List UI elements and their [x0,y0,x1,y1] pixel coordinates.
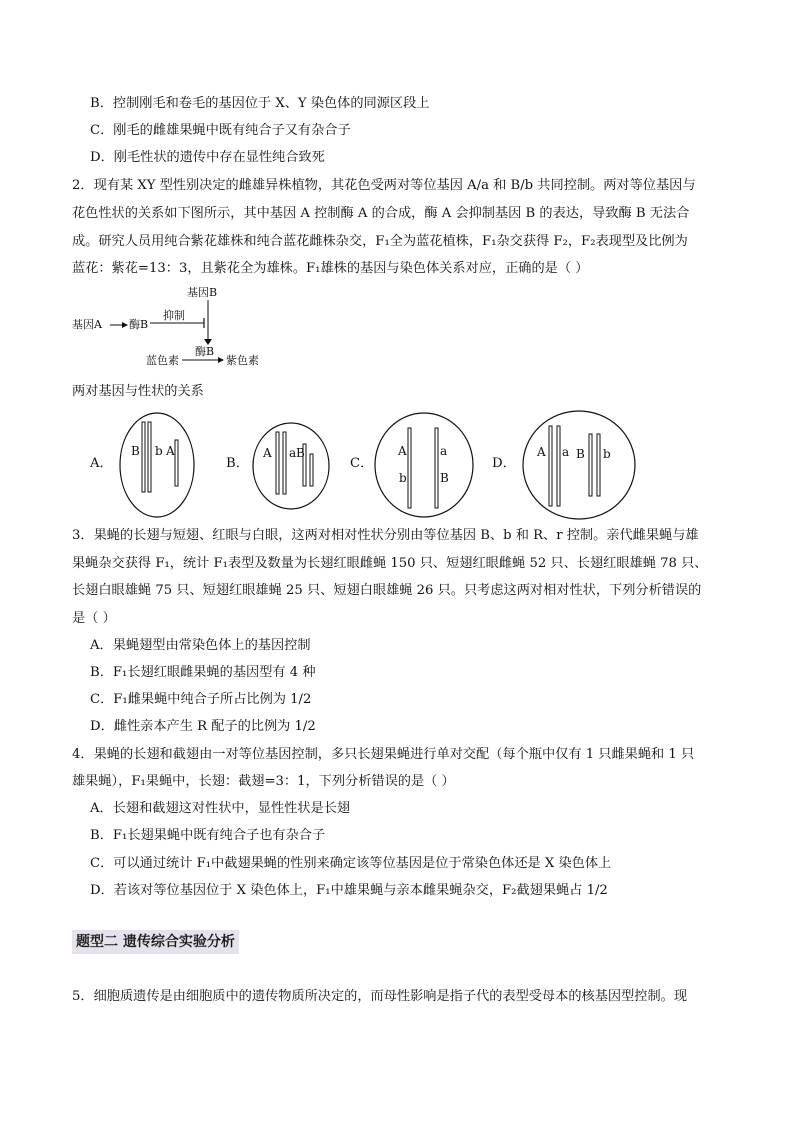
text-line: D．刚毛性状的遗传中存在显性纯合致死 [90,150,325,165]
gene-label: b [399,471,407,485]
purple-pigment-label: 紫色素 [226,354,259,367]
figure-caption: 两对基因与性状的关系 [72,384,204,399]
text-line: 长翅白眼雄蝇 75 只、短翅红眼雄蝇 25 只、短翅白眼雄蝇 26 只。只考虑这两对相对性状，下列分析错误的 [72,583,702,598]
gene-label: a [289,446,297,460]
option-text[interactable]: B．F₁长翅红眼雌果蝇的基因型有 4 种 [90,665,316,680]
text-line: 果蝇杂交获得 F₁，统计 F₁表型及数量为长翅红眼雌蝇 150 只、短翅红眼雌蝇 52 只、长翅红眼雄蝇 78 只、 [72,556,708,571]
option-d-diagram[interactable] [520,408,638,522]
gene-label: B [131,444,140,458]
gene-label: B [576,447,585,461]
question-3-stem: 3．果蝇的长翅与短翅、红眼与白眼，这两对相对性状分别由等位基因 B、b 和 R、r 控制。亲代雌果蝇与雄 [72,528,699,543]
section-title: 题型二 遗传综合实验分析 [72,930,239,954]
gene-pathway-diagram [70,283,290,373]
option-a-label[interactable]: A． [90,456,113,471]
question-4-stem: 4．果蝇的长翅和截翅由一对等位基因控制，多只长翅果蝇进行单对交配（每个瓶中仅有 1 只雌果蝇和 1 只 [72,747,695,762]
option-d-label[interactable]: D． [492,456,516,471]
gene-label: B [296,446,305,460]
text-line: C．刚毛的雌雄果蝇中既有纯合子又有杂合子 [90,123,351,138]
gene-label: b [155,444,163,458]
enzyme-b-label-2: 酶B [195,345,215,358]
option-text[interactable]: C．F₁雌果蝇中纯合子所占比例为 1/2 [90,692,312,707]
option-text[interactable]: D．若该对等位基因位于 X 染色体上，F₁中雄果蝇与亲本雌果蝇杂交，F₂截翅果蝇占 1/2 [90,883,608,898]
blue-pigment-label: 蓝色素 [146,354,179,367]
gene-label: A [166,444,175,458]
option-text[interactable]: A．长翅和截翅这对性状中，显性性状是长翅 [90,801,351,816]
text-line: 雄果蝇），F₁果蝇中，长翅：截翅=3：1，下列分析错误的是（ ） [72,774,455,789]
inhibit-label: 抑制 [163,309,185,322]
gene-label: a [440,444,448,458]
gene-a-label: 基因A [72,318,102,331]
gene-label: b [603,447,611,461]
gene-label: A [537,445,546,459]
option-a-diagram[interactable] [117,410,197,520]
option-c-label[interactable]: C． [350,456,374,471]
option-text[interactable]: B．F₁长翅果蝇中既有纯合子也有杂合子 [90,828,326,843]
text-line: B．控制刚毛和卷毛的基因位于 X、Y 染色体的同源区段上 [90,96,430,111]
text-line: 花色性状的关系如下图所示，其中基因 A 控制酶 A 的合成，酶 A 会抑制基因 B 的表达，导致酶 B 无法合 [72,206,690,221]
text-line: 蓝花：紫花=13：3，且紫花全为雄株。F₁雄株的基因与染色体关系对应，正确的是（ ） [72,261,589,276]
gene-label: B [440,471,449,485]
option-text[interactable]: A．果蝇翅型由常染色体上的基因控制 [90,638,311,653]
question-2-stem: 2．现有某 XY 型性别决定的雌雄异株植物，其花色受两对等位基因 A/a 和 B/b 共同控制。两对等位基因与 [72,178,696,193]
gene-label: A [398,444,407,458]
enzyme-b-label: 酶B [129,318,149,331]
text-line: 成。研究人员用纯合紫花雄株和纯合蓝花雌株杂交，F₁全为蓝花植株，F₁杂交获得 F₂，F₂表现型及比例为 [72,234,688,249]
option-b-diagram[interactable] [250,420,332,512]
option-b-label[interactable]: B． [226,456,249,471]
gene-label: a [562,445,570,459]
text-line: 是（ ） [72,611,116,626]
gene-label: A [263,446,272,460]
question-5-stem: 5．细胞质遗传是由细胞质中的遗传物质所决定的，而母性影响是指子代的表型受母本的核基因型控制。现 [72,989,688,1004]
option-text[interactable]: D．雌性亲本产生 R 配子的比例为 1/2 [90,719,316,734]
gene-b-label: 基因B [187,286,218,299]
option-text[interactable]: C．可以通过统计 F₁中截翅果蝇的性别来确定该等位基因是位于常染色体还是 X 染色体上 [90,856,612,871]
option-c-diagram[interactable] [372,410,476,520]
